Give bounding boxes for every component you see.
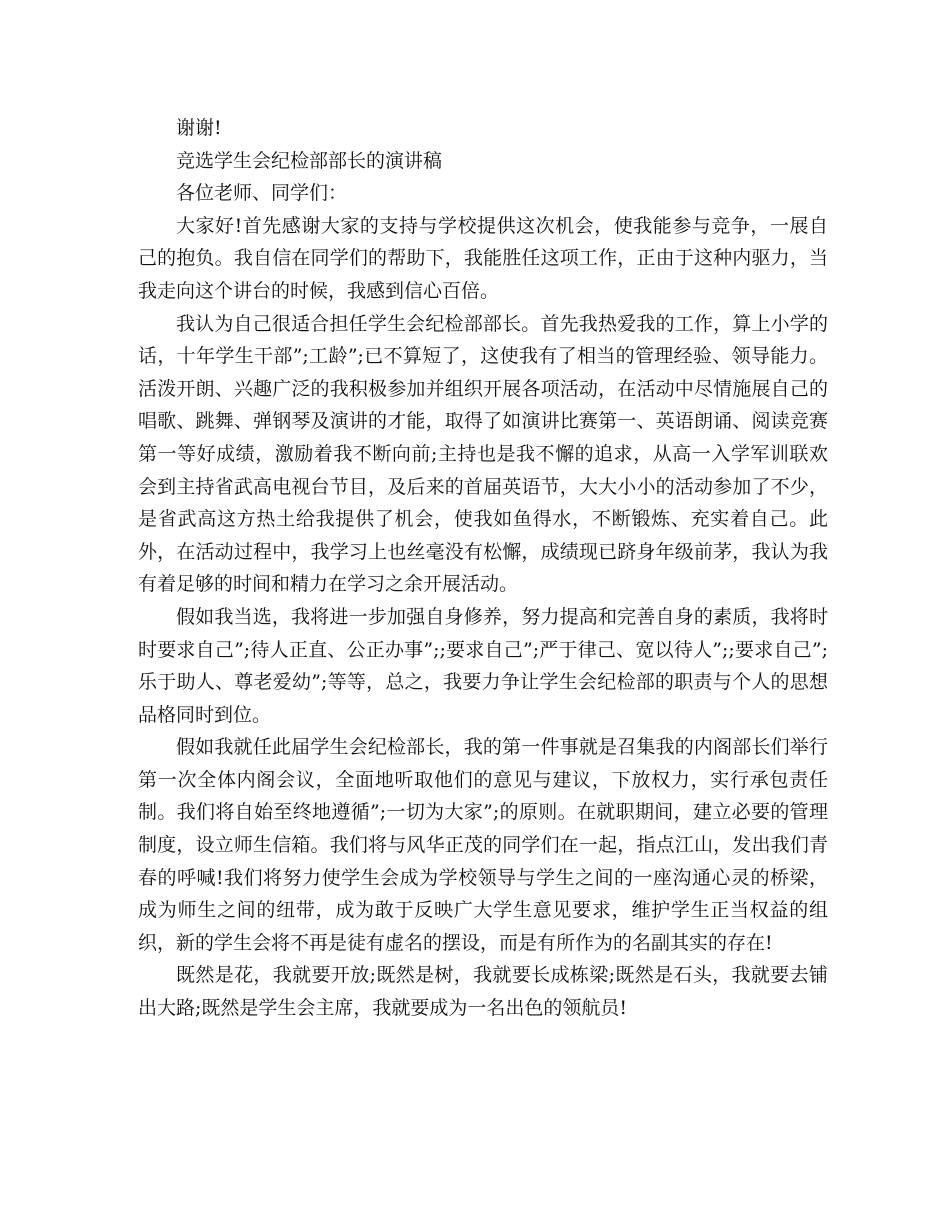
paragraph-if-elected: 假如我当选，我将进一步加强自身修养，努力提高和完善自身的素质，我将时时要求自己”;待人正直、公正办事”;;要求自己”;严于律己、宽以待人”;;要求自己”;乐于助人、尊老爱幼”;等等，总之，我要力争让学生会纪检部的职责与个人的思想品格同时到位。 bbox=[138, 605, 828, 726]
document-body bbox=[138, 112, 828, 1025]
paragraph-qualifications: 我认为自己很适合担任学生会纪检部部长。首先我热爱我的工作，算上小学的话，十年学生干部”;工龄”;已不算短了，这使我有了相当的管理经验、领导能力。活泼开朗、兴趣广泛的我积极参加并组织开展各项活动，在活动中尽情施展自己的唱歌、跳舞、弹钢琴及演讲的才能，取得了如演讲比赛第一、英语朗诵、阅读竞赛第一等好成绩，激励着我不断向前;主持也是我不懈的追求，从高一入学军训联欢会到主持省武高电视台节目，及后来的首届英语节，大大小小的活动参加了不少，是省武高这方热土给我提供了机会，使我如鱼得水，不断锻炼、充实着自己。此外，在活动过程中，我学习上也丝毫没有松懈，成绩现已跻身年级前茅，我认为我有着足够的时间和精力在学习之余开展活动。 bbox=[138, 312, 828, 596]
salutation: 各位老师、同学们： bbox=[176, 182, 348, 205]
speech-title: 竞选学生会纪检部部长的演讲稿 bbox=[176, 149, 443, 172]
paragraph-intro: 大家好!首先感谢大家的支持与学校提供这次机会，使我能参与竞争，一展自己的抱负。我自信在同学们的帮助下，我能胜任这项工作，正由于这种内驱力，当我走向这个讲台的时候，我感到信心百倍。 bbox=[138, 214, 828, 302]
closing-thanks-line: 谢谢! bbox=[176, 117, 222, 139]
paragraph-conclusion: 既然是花，我就要开放;既然是树，我就要长成栋梁;既然是石头，我就要去铺出大路;既然是学生会主席，我就要成为一名出色的领航员! bbox=[138, 964, 828, 1020]
paragraph-plans: 假如我就任此届学生会纪检部长，我的第一件事就是召集我的内阁部长们举行第一次全体内阁会议，全面地听取他们的意见与建议，下放权力，实行承包责任制。我们将自始至终地遵循”;一切为大家”;的原则。在就职期间，建立必要的管理制度，设立师生信箱。我们将与风华正茂的同学们在一起，指点江山，发出我们青春的呼喊!我们将努力使学生会成为学校领导与学生之间的一座沟通心灵的桥梁，成为师生之间的纽带，成为敢于反映广大学生意见要求，维护学生正当权益的组织，新的学生会将不再是徒有虚名的摆设，而是有所作为的名副其实的存在! bbox=[138, 736, 828, 954]
